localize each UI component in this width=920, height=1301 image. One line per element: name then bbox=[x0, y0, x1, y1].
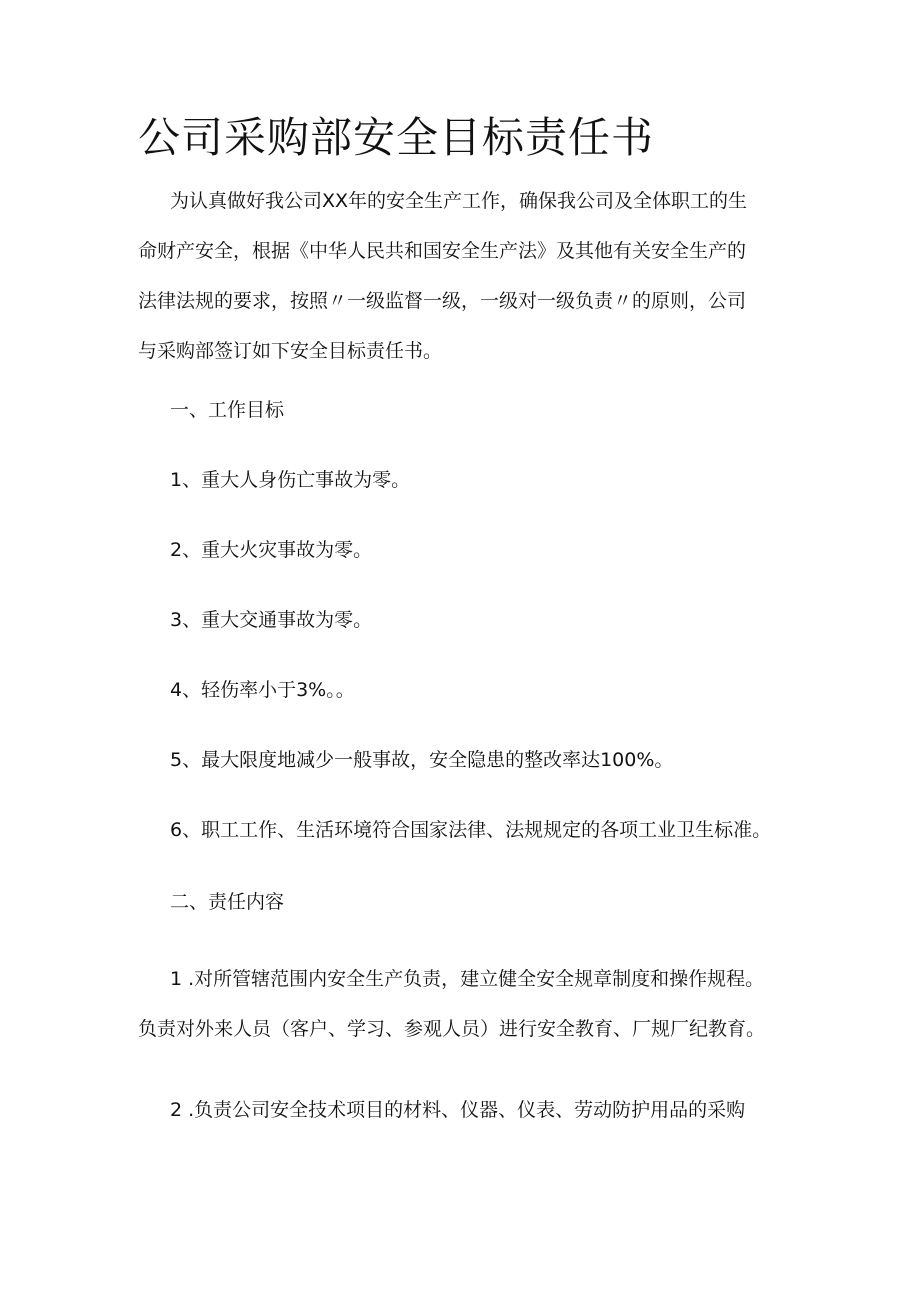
responsibility-item-1 bbox=[138, 954, 798, 1054]
intro-line: 法律法规的要求，按照〃一级监督一级，一级对一级负责〃的原则，公司 bbox=[138, 290, 747, 312]
section-heading-goals: 一、工作目标 bbox=[170, 399, 285, 421]
goal-item: 6、职工工作、生活环境符合国家法律、法规规定的各项工业卫生标准。 bbox=[170, 819, 772, 841]
document-title: 公司采购部安全目标责任书 bbox=[138, 113, 655, 162]
responsibility-line: 负责对外来人员（客户、学习、参观人员）进行安全教育、厂规厂纪教育。 bbox=[138, 1018, 766, 1040]
goal-item: 1、重大人身伤亡事故为零。 bbox=[170, 469, 411, 491]
goal-item: 4、轻伤率小于3%。。 bbox=[170, 679, 355, 701]
intro-line: 为认真做好我公司XX年的安全生产工作，确保我公司及全体职工的生 bbox=[170, 190, 748, 212]
intro-line: 与采购部签订如下安全目标责任书。 bbox=[138, 340, 443, 362]
responsibility-line: 1 .对所管辖范围内安全生产负责，建立健全安全规章制度和操作规程。 bbox=[170, 968, 765, 990]
intro-paragraph bbox=[138, 176, 798, 376]
responsibility-item-2: 2 .负责公司安全技术项目的材料、仪器、仪表、劳动防护用品的采购 bbox=[170, 1099, 746, 1121]
goal-item: 5、最大限度地减少一般事故，安全隐患的整改率达100%。 bbox=[170, 749, 674, 771]
goal-item: 2、重大火灾事故为零。 bbox=[170, 539, 373, 561]
intro-line: 命财产安全，根据《中华人民共和国安全生产法》及其他有关安全生产的 bbox=[138, 240, 747, 262]
section-heading-responsibilities: 二、责任内容 bbox=[170, 891, 285, 913]
goal-item: 3、重大交通事故为零。 bbox=[170, 609, 373, 631]
